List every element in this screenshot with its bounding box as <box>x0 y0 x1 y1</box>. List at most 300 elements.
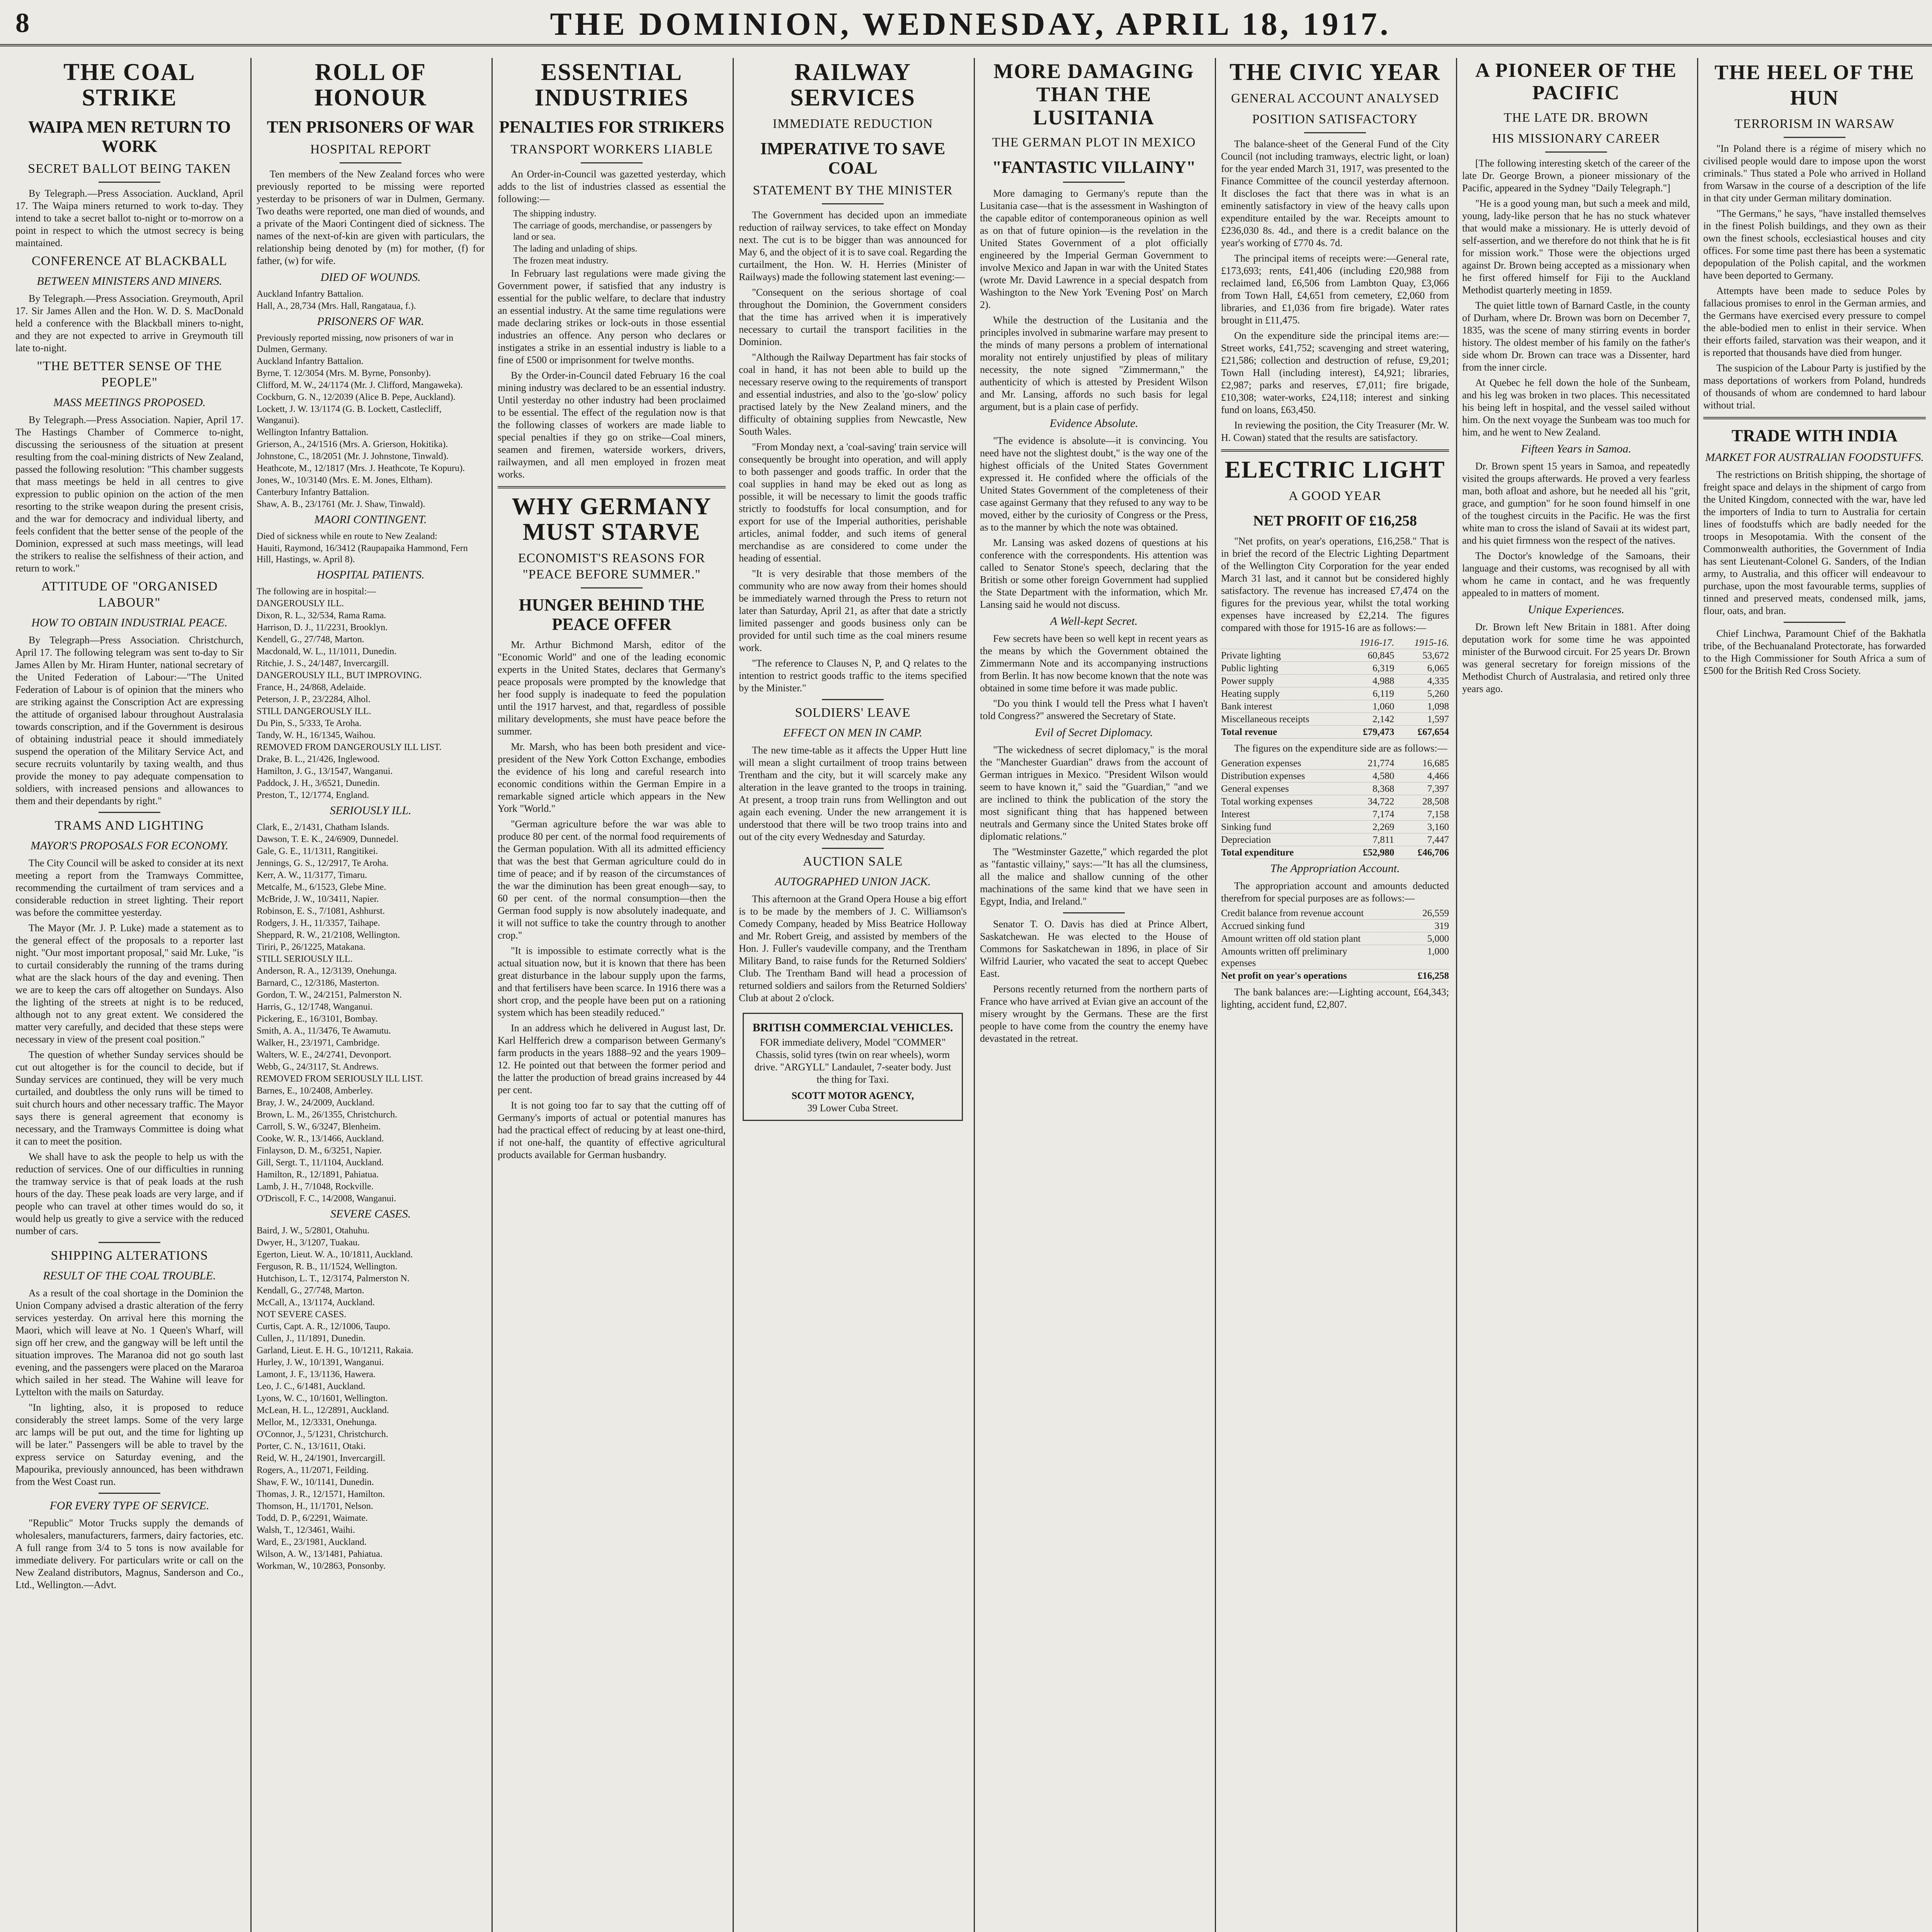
secret-diplomacy-subhead: Evil of Secret Diplomacy. <box>1035 726 1153 739</box>
list-item: Garland, Lieut. E. H. G., 10/1211, Rakaia. <box>257 1345 413 1355</box>
hunger-headline: HUNGER BEHIND THE PEACE OFFER <box>519 595 705 634</box>
essential-industries-subhead: PENALTIES FOR STRIKERS <box>499 117 724 136</box>
roll-of-honour-subhead: TEN PRISONERS OF WAR <box>267 117 474 136</box>
railway-services-subhead: IMMEDIATE REDUCTION <box>772 117 933 131</box>
ad-text: FOR immediate delivery, Model "COMMER" Chassis, solid tyres (twin on rear wheels), worm drive. "ARGYLL" Landaulet, 7-seater body. Just the thing for Taxi. <box>754 1037 951 1085</box>
casualty-list <box>257 531 485 565</box>
table-row <box>1221 908 1449 920</box>
divider <box>99 182 160 183</box>
paragraph: Mr. Lansing was asked dozens of questions at his conference with the correspondents. His attention was called to Senator Stone's speech, declaring that the British or some other foreign Government had supplied the State Department with the information, which Mr. Lansing said he would not discuss. <box>980 537 1208 610</box>
paragraph: By Telegraph.—Press Association. Napier, April 17. The Hastings Chamber of Commerce to-night, discussing the seriousness of the situation at present resulting from the coal-mining districts of New Zealand, passed the following resolution: "This chamber suggests that mass meetings be held in all centres to give expression to public opinion on the action of the men resorting to the strike weapon during the present crisis, and the war for democracy and individual liberty, and feels confident that the better sense of the people of the Dominion, expressed at such mass meetings, will lead the strikers to realise the selfishness of their action, and return to work." <box>15 414 243 574</box>
paragraph: Dr. Brown spent 15 years in Samoa, and repeatedly visited the groups afterwards. He proved a very fearless man, both afloat and ashore, but he needed all his "grit, grace, and gumption" for he soon found himself in one of the toughest circuits in the Pacific. He was the first white man to cross the island of Savaii at its widest part, and his quiet firmness won the respect of the natives. <box>1462 461 1690 546</box>
list-item: Harrison, D. J., 11/2231, Brooklyn. <box>257 622 388 633</box>
revenue-table <box>1221 637 1449 738</box>
table-row <box>1221 933 1449 945</box>
table-cell: 60,845 <box>1367 650 1395 661</box>
ad-heading: BRITISH COMMERCIAL VEHICLES. <box>752 1021 953 1034</box>
evidence-subhead: Evidence Absolute. <box>1049 417 1138 430</box>
republic-ad-heading: FOR EVERY TYPE OF SERVICE. <box>49 1499 209 1512</box>
list-item: DANGEROUSLY ILL, BUT IMPROVING. <box>257 670 422 680</box>
paragraph: The balance-sheet of the General Fund of the City Council (not including tramways, electric light, or loan) for the year ended March 31, 1917, was presented to the Finance Committee of the council yesterday afternoon. It discloses the fact that there was in what is an eminently satisfactory in view of the heavy calls upon expenditure entailed by the war. Receipts amount to £236,030 8s. 4d., and there is a credit balance on the year's working of £770 4s. 7d. <box>1221 138 1449 248</box>
divider <box>498 486 726 488</box>
table-row <box>1221 758 1449 770</box>
divider <box>1545 151 1607 153</box>
table-row <box>1221 650 1449 662</box>
list-item: REMOVED FROM SERIOUSLY ILL LIST. <box>257 1074 423 1084</box>
table-cell: Sinking fund <box>1221 822 1271 832</box>
list-item: Lamb, J. H., 7/1048, Rockville. <box>257 1182 374 1192</box>
paragraph: In reviewing the position, the City Treasurer (Mr. W. H. Cowan) stated that the results are satisfactory. <box>1221 420 1449 443</box>
list-item: Bray, J. W., 24/2009, Auckland. <box>257 1098 375 1108</box>
table-cell: Total expenditure <box>1221 847 1294 858</box>
list-item: Byrne, T. 12/3054 (Mrs. M. Byrne, Ponsonby). <box>257 368 431 378</box>
railway-services-deck: IMPERATIVE TO SAVE COAL <box>760 139 946 177</box>
trade-india-headline: TRADE WITH INDIA <box>1731 426 1898 445</box>
paragraph: In February last regulations were made giving the Government power, if satisfied that any industry is essential for the public welfare, to declare that industry an essential industry. At the same time regulations were made declaring strikes or lock-outs in those essential industries an offence. Any person who declares or instigates a strike in an essential industry is liable to a fine of £500 or imprisonment for twelve months. <box>498 268 726 366</box>
table-cell: 1,060 <box>1372 701 1395 712</box>
divider <box>99 1242 160 1243</box>
list-item: Cullen, J., 11/1891, Dunedin. <box>257 1333 366 1344</box>
table-cell: 7,447 <box>1427 835 1449 845</box>
paragraph: Dr. Brown left New Britain in 1881. After doing deputation work for some time he was appointed minister of the Burwood circuit. For 25 years Dr. Brown was general secretary for foreign missions of the Methodist Church of Australasia, and retired only three years ago. <box>1462 621 1690 694</box>
paragraph: [The following interesting sketch of the career of the late Dr. George Brown, a pioneer missionary of the Pacific, appeared in the Sydney "Daily Telegraph."] <box>1462 158 1690 194</box>
civic-year-subhead: GENERAL ACCOUNT ANALYSED <box>1231 91 1439 105</box>
paragraph: Persons recently returned from the northern parts of France who have arrived at Evian give an account of the misery wrought by the Germans. These are the first people to have come from the country the enemy have devastated in the retreat. <box>980 983 1208 1044</box>
table-row <box>1221 920 1449 932</box>
list-item: Died of sickness while en route to New Zealand: <box>257 531 437 541</box>
seriously-ill-heading: SERIOUSLY ILL. <box>330 804 412 817</box>
paragraph: It is not going too far to say that the cutting off of Germany's imports of actual or potential manures has had the practical effect of reducing by at least one-third, if not one-half, the quantity of effective agricultural products available for German husbandry. <box>498 1100 726 1160</box>
mexico-plot-subhead: THE GERMAN PLOT IN MEXICO <box>992 135 1196 150</box>
heel-of-hun-headline: THE HEEL OF THE HUN <box>1714 61 1915 109</box>
list-item: Metcalfe, M., 6/1523, Glebe Mine. <box>257 882 386 892</box>
list-item: Curtis, Capt. A. R., 12/1006, Taupo. <box>257 1321 390 1332</box>
table-cell: Total working expenses <box>1221 796 1313 807</box>
column-rule <box>974 58 975 1932</box>
list-item: Heathcote, M., 12/1817 (Mrs. J. Heathcote, Te Kopuru). <box>257 463 465 473</box>
page-number: 8 <box>15 7 29 38</box>
paragraph: In an address which he delivered in August last, Dr. Karl Helfferich drew a comparison between Germany's farm products in the years 1888–92 and the years 1909–12. He pointed out that between the former period and the latter the production of bread grains increased by 44 per cent. <box>498 1022 726 1095</box>
died-of-wounds-heading: DIED OF WOUNDS. <box>320 271 421 284</box>
paragraph: Chief Linchwa, Paramount Chief of the Bakhatla tribe, of the Bechuanaland Protectorate, has forwarded to the High Commissioner for South Africa a sum of £500 for the British Red Cross Society. <box>1703 628 1926 676</box>
column-railway-services <box>739 58 967 1932</box>
paragraph: More damaging to Germany's repute than the Lusitania case—that is the assessment in Washington of the capable editor of contemporaneous opinion as well as on that of future opinion—is the revelation in the United States Government of a plot officially engineered by the Imperial German Government to involve Mexico and Japan in war with the United States (wrote Mr. David Lawrence in a special despatch from Washington to the New York 'Evening Post' on March 2). <box>980 188 1208 310</box>
paragraph: This afternoon at the Grand Opera House a big effort is to be made by the members of J. C. Williamson's Comedy Company, headed by Miss Beatrice Holloway and Mr. Robert Greig, and assisted by members of the Hon. J. Fuller's vaudeville company, and the Trentham Military Band, to raise funds for the Returned Soldiers' Club. The Trentham Band will head a procession of returned soldiers and sailors from the Returned Soldiers' Club at about 2 o'clock. <box>739 893 967 1003</box>
paragraph: "It is very desirable that those members of the community who are now away from their homes should be immediately warned through the Press to return not later than Saturday, April 21, as after that date a strictly limited passenger and goods business only can be provided for until such time as the coal miners resume work. <box>739 568 967 653</box>
civic-year-headline: THE CIVIC YEAR <box>1230 59 1440 85</box>
list-item: Egerton, Lieut. W. A., 10/1811, Auckland. <box>257 1250 413 1260</box>
essential-industries-headline: ESSENTIAL INDUSTRIES <box>534 59 689 111</box>
column-rule <box>1215 58 1216 1932</box>
table-row <box>1221 796 1449 808</box>
list-item: Dwyer, H., 3/1207, Tuakau. <box>257 1238 360 1248</box>
paragraph: The quiet little town of Barnard Castle, in the county of Durham, where Dr. Brown was born on December 7, 1835, was the scene of many stirring events in border history. The oldest member of his family on the father's side whom Dr. Brown can trace was a Dissenter, hard from the inner circle. <box>1462 300 1690 373</box>
list-item: Clark, E., 2/1431, Chatham Islands. <box>257 822 389 832</box>
list-item: Anderson, R. A., 12/3139, Onehunga. <box>257 966 397 976</box>
table-cell: Interest <box>1221 809 1250 820</box>
coal-strike-headline: THE COAL STRIKE <box>63 59 196 111</box>
list-item: Hutchison, L. T., 12/3174, Palmerston N. <box>257 1274 410 1284</box>
paragraph: The restrictions on British shipping, the shortage of freight space and delays in the shipment of cargo from the United Kingdom, connected with the war, have led the importers of India to turn to Australia for certain lines of foodstuffs which are badly needed for the troops in Mesopotamia. With the consent of the Commonwealth authorities, the Government of India has sent Lieutenant-Colonel G. Sanders, of the Indian army, to Australia, and this officer will endeavour to purchase, upon the most favourable terms, supplies of tinned and preserved meats, condensed milk, jams, flour, oats, and bran. <box>1703 469 1926 616</box>
table-cell: £46,706 <box>1417 847 1449 858</box>
table-cell: 16,685 <box>1422 758 1449 769</box>
table-cell: 1,098 <box>1427 701 1449 712</box>
paragraph: "Consequent on the serious shortage of coal throughout the Dominion, the Government considers that the time has arrived when it is imperatively necessary to curtail the transport facilities in the Dominion. <box>739 287 967 347</box>
list-item: Johnstone, C., 18/2051 (Mr. J. Johnstone, Tinwald). <box>257 451 449 461</box>
list-item: Tiriri, P., 26/1225, Matakana. <box>257 942 366 952</box>
mass-meetings-subhead: MASS MEETINGS PROPOSED. <box>53 396 206 409</box>
list-item: Pickering, E., 16/3101, Bombay. <box>257 1014 378 1024</box>
table-cell: Accrued sinking fund <box>1221 921 1305 931</box>
list-item: Canterbury Infantry Battalion. <box>257 487 369 497</box>
list-item: Kendell, G., 27/748, Marton. <box>257 634 364 645</box>
list-item: Wellington Infantry Battalion. <box>257 427 369 437</box>
table-row <box>1221 821 1449 833</box>
list-item: Hamilton, J. G., 13/1547, Wanganui. <box>257 766 393 776</box>
list-item: Hamilton, R., 12/1891, Pahiatua. <box>257 1170 379 1180</box>
list-item: Smith, A. A., 11/3476, Te Awamutu. <box>257 1026 391 1036</box>
table-cell: Generation expenses <box>1221 758 1301 769</box>
shipping-subhead: RESULT OF THE COAL TROUBLE. <box>43 1269 216 1282</box>
paragraph: Mr. Arthur Bichmond Marsh, editor of the "Economic World" and one of the leading economic experts in the United States, declares that Germany's peace proposals were prompted by the knowledge that her food supply is inadequate to feed the population until the 1917 harvest, and that, regardless of possible military developments, she must have peace before the summer. <box>498 639 726 737</box>
divider <box>1063 912 1125 913</box>
list-item: Brown, L. M., 26/1355, Christchurch. <box>257 1110 397 1120</box>
list-item: DANGEROUSLY ILL. <box>257 599 344 609</box>
paragraph: "From Monday next, a 'coal-saving' train service will consequently be brought into operation, and will apply to both passenger and goods traffic. In order that the coal supplies in hand may be eked out as long as possible, it will be necessary to limit the goods traffic strictly to foodstuffs for local consumption, and for export for use of the Imperial authorities, perishable articles, animal fodder, and such items of general merchandise as are considered to come under the heading of essential. <box>739 441 967 564</box>
divider <box>1703 417 1926 419</box>
table-cell: Amount written off old station plant <box>1221 934 1361 944</box>
paragraph: We shall have to ask the people to help us with the reduction of services. One of our difficulties in running the tramway service is that of peak loads at the rush hours of the day. These peak loads are very large, and if people who can travel at other times would do so, it would help us greatly to give a service with the reduced number of cars. <box>15 1151 243 1236</box>
auction-subhead: AUTOGRAPHED UNION JACK. <box>775 875 931 888</box>
table-cell: Public lighting <box>1221 663 1278 673</box>
column-rule <box>492 58 493 1932</box>
paragraph: "The wickedness of secret diplomacy," is the moral the "Manchester Guardian" draws from the account of German intrigues in Mexico. "President Wilson would seem to have known it," said the "Guardian," "and we are inclined to think the publication of the story the most significant thing that has happened between neutrals and Germany since the United States broke off diplomatic relations." <box>980 744 1208 842</box>
list-item: Walters, W. E., 24/2741, Devonport. <box>257 1050 391 1060</box>
list-item: Workman, W., 10/2863, Ponsonby. <box>257 1561 386 1571</box>
table-cell: 6,065 <box>1427 663 1449 673</box>
list-item: Clifford, M. W., 24/1174 (Mr. J. Clifford, Mangaweka). <box>257 380 463 390</box>
blackball-subhead: BETWEEN MINISTERS AND MINERS. <box>37 275 222 287</box>
list-item: Harris, G., 12/1748, Wanganui. <box>257 1002 373 1012</box>
better-sense-headline: "THE BETTER SENSE OF THE PEOPLE" <box>37 359 222 389</box>
paragraph: The question of whether Sunday services should be cut out altogether is for the council to decide, but if Sunday services are continued, they will be very much curtailed, and doubtless the only runs will be timed to suit church hours and other necessary traffic. The Mayor says there is general agreement that economy is necessary, and the Tramways Committee is doing what it can to meet the position. <box>15 1049 243 1147</box>
table-cell: 7,158 <box>1427 809 1449 820</box>
table-cell: 7,174 <box>1372 809 1395 820</box>
divider <box>1784 137 1845 138</box>
electric-light-headline: ELECTRIC LIGHT <box>1225 457 1446 483</box>
table-cell: Depreciation <box>1221 835 1271 845</box>
list-item: Rogers, A., 11/2071, Feilding. <box>257 1465 369 1475</box>
list-item: Cooke, W. R., 13/1466, Auckland. <box>257 1134 384 1144</box>
paragraph: As a result of the coal shortage in the Dominion the Union Company advised a drastic alteration of the ferry services yesterday. On arrival here this morning the Maori, which will leave at No. 1 Queen's Wharf, will sign off her crew, and the gangway will be left until the situation improves. The Maranoa did not go south last evening, and the passengers were placed on the Mararoa which sailed in her stead. The Wahine will leave for Lyttelton with the mails on Saturday. <box>15 1287 243 1398</box>
soldiers-leave-headline: SOLDIERS' LEAVE <box>795 706 911 720</box>
divider <box>822 848 884 849</box>
table-cell: Distribution expenses <box>1221 771 1305 781</box>
paragraph: "It is impossible to estimate correctly what is the actual situation now, but it is known that there has been great disturbance in the labour supply upon the farms, and that fertilisers have been scarce. In 1916 there was a short crop, and the people have been put on a rationing system which has been steadily reduced." <box>498 945 726 1018</box>
column-rule <box>250 58 252 1932</box>
table-cell: 1,597 <box>1427 714 1449 724</box>
list-item: McLean, H. L., 12/2891, Auckland. <box>257 1405 389 1415</box>
table-cell: 1916-17. <box>1359 638 1395 648</box>
germany-starve-subhead: ECONOMIST'S REASONS FOR "PEACE BEFORE SUMMER." <box>518 551 706 582</box>
list-item: Gale, G. E., 11/1311, Rangitikei. <box>257 846 378 856</box>
list-item: Walsh, T., 12/3461, Waihi. <box>257 1525 355 1535</box>
list-item: Jennings, G. S., 12/2917, Te Aroha. <box>257 858 389 868</box>
list-item: Cockburn, G. N., 12/2039 (Alice B. Pepe, Auckland). <box>257 392 456 402</box>
organised-labour-headline: ATTITUDE OF "ORGANISED LABOUR" <box>41 579 218 610</box>
table-row <box>1221 770 1449 782</box>
essential-industries-deck: TRANSPORT WORKERS LIABLE <box>510 142 713 156</box>
paragraph: The bank balances are:—Lighting account, £64,343; lighting, accident fund, £2,807. <box>1221 986 1449 1010</box>
trams-headline: TRAMS AND LIGHTING <box>54 818 204 833</box>
divider <box>1304 132 1366 133</box>
list-item: NOT SEVERE CASES. <box>257 1310 347 1320</box>
list-item: The frozen meat industry. <box>513 256 609 266</box>
paragraph: "The reference to Clauses N, P, and Q relates to the intention to restrict goods traffic to the items specified by the Minister." <box>739 658 967 694</box>
paragraph: Ten members of the New Zealand forces who were previously reported to be missing were reported yesterday to be prisoners of war in Dulmen, Germany. Two deaths were reported, one man died of wounds, and a private of the Maori Contingent died of sickness. The names of the next-of-kin are given with particulars, the relationship being denoted by (m) for mother, (f) for father, (w) for wife. <box>257 168 485 266</box>
list-item: Dixon, R. L., 32/534, Rama Rama. <box>257 611 386 621</box>
unique-experiences-subhead: Unique Experiences. <box>1528 603 1624 616</box>
paragraph: Senator T. O. Davis has died at Prince Albert, Saskatchewan. He was elected to the House of Commons for Saskatchewan in 1896, in place of Sir Wilfrid Laurier, who vacated the seat to accept Quebec East. <box>980 918 1208 979</box>
auction-headline: AUCTION SALE <box>803 854 903 869</box>
list-item: McBride, J. W., 10/3411, Napier. <box>257 894 379 904</box>
table-row <box>1221 946 1449 969</box>
table-cell: 5,000 <box>1427 934 1449 944</box>
list-item: Wilson, A. W., 13/1481, Pahiatua. <box>257 1549 383 1559</box>
table-cell: 5,260 <box>1427 689 1449 699</box>
paragraph: On the expenditure side the principal items are:—Street works, £41,752; scavenging and street watering, £21,586; collection and destruction of refuse, £9,201; Town Hall (including interest), £4,921; libraries, £2,987; parks and reserves, £7,011; fire brigade, £10,308; water-works, £24,118; interest and sinking fund on loans, £63,450. <box>1221 330 1449 415</box>
minister-statement-heading: STATEMENT BY THE MINISTER <box>753 183 953 197</box>
column-civic-year <box>1221 58 1449 1932</box>
list-item: Ferguson, R. B., 11/1524, Wellington. <box>257 1262 398 1272</box>
divider <box>99 1493 160 1494</box>
paragraph: The City Council will be asked to consider at its next meeting a report from the Tramways Committee, recommending the curtailment of tram services and a considerable reduction in street lighting. Their report was before the committee yesterday. <box>15 857 243 918</box>
column-pioneer <box>1462 58 1690 1932</box>
table-cell: Power supply <box>1221 676 1274 686</box>
divider <box>822 699 884 700</box>
list-item: France, H., 24/868, Adelaide. <box>257 682 366 692</box>
list-item: Rodgers, J. H., 11/3357, Taihape. <box>257 918 380 928</box>
paragraph: Few secrets have been so well kept in recent years as the means by which the Government obtained the Zimmermann Note and its accompanying instructions from Berlin. It has now become known that the note was obtained in some time before it was made public. <box>980 633 1208 694</box>
paragraph: By Telegraph—Press Association. Christchurch, April 17. The following telegram was sent to-day to Sir James Allen by Mr. Hiram Hunter, national secretary of the United Federation of Labour:—"The United Federation of Labour is of opinion that the miners who are striking against the Conscription Act are expressing the attitude of organised labour throughout Australasia towards conscription, and if the Government is desirous of obtaining industrial peace it should immediately suspend the operation of the Military Service Act, and secure recruits voluntarily by taxing wealth, and thus provide the money to pay adequate compensation to soldiers, with increased pensions and allowances to them and their dependants by right." <box>15 634 243 806</box>
electric-light-subhead: A GOOD YEAR <box>1288 489 1382 503</box>
table-row <box>1221 970 1449 982</box>
warsaw-subhead: TERRORISM IN WARSAW <box>1734 117 1895 131</box>
paragraph: While the destruction of the Lusitania and the principles involved in submarine warfare may present to the minds of many persons a problem of international morality not entirely unjustified by pleas of military necessity, the note signed "Zimmermann," the authenticity of which is attested by President Wilson and Mr. Lansing, affords no such basis for legal argument, but is a plain case of perfidy. <box>980 315 1208 412</box>
divider <box>340 162 401 163</box>
list-item: Drake, B. L., 21/426, Inglewood. <box>257 754 380 764</box>
table-row <box>1221 783 1449 795</box>
severe-cases-heading: SEVERE CASES. <box>330 1208 411 1220</box>
roll-of-honour-deck: HOSPITAL REPORT <box>310 142 431 156</box>
list-item: Tandy, W. H., 16/1345, Waihou. <box>257 730 376 740</box>
table-cell: 4,580 <box>1372 771 1395 781</box>
table-cell: 1,000 <box>1427 946 1449 957</box>
column-coal-strike <box>15 58 243 1932</box>
trade-india-subhead: MARKET FOR AUSTRALIAN FOODSTUFFS. <box>1705 451 1924 464</box>
paragraph: At Quebec he fell down the hole of the Sunbeam, and his leg was broken in two places. This necessitated his being left in hospital, and the vessel sailed without him. On the next voyage the Sunbeam was too much for him, and he went to New Zealand. <box>1462 377 1690 438</box>
mayor-proposals-subhead: MAYOR'S PROPOSALS FOR ECONOMY. <box>31 839 228 852</box>
table-cell: 34,722 <box>1367 796 1395 807</box>
paragraph: An Order-in-Council was gazetted yesterday, which adds to the list of industries classed as essential the following:— <box>498 168 726 204</box>
table-cell: 28,508 <box>1422 796 1449 807</box>
table-cell: Bank interest <box>1221 701 1272 712</box>
divider <box>1784 622 1845 623</box>
civic-year-deck: POSITION SATISFACTORY <box>1252 112 1418 126</box>
list-item: Hauiti, Raymond, 16/3412 (Raupapaika Hammond, Fern Hill, Hastings, w. April 8). <box>257 543 468 565</box>
table-cell: 7,811 <box>1372 835 1394 845</box>
table-row <box>1221 688 1449 700</box>
paragraph: "Although the Railway Department has fair stocks of coal in hand, it has not been able to build up the necessary reserve owing to the requirements of transport and essential industries, and also to the 'go-slow' policy practised lately by the New Zealand miners, and the difficulty of obtaining supplies from Newcastle, New South Wales. <box>739 352 967 437</box>
table-row <box>1221 714 1449 726</box>
commer-advertisement <box>743 1013 963 1121</box>
table-cell: Total revenue <box>1221 727 1277 737</box>
paragraph: The figures on the expenditure side are as follows:— <box>1234 743 1447 754</box>
paragraph: The Doctor's knowledge of the Samoans, their language and their customs, was recognised by all with whom he came in contact, and he was frequently appealed to in matters of moment. <box>1462 550 1690 599</box>
list-item: Reid, W. H., 24/1901, Invercargill. <box>257 1453 385 1463</box>
casualty-list <box>257 822 485 1204</box>
table-cell: 4,988 <box>1372 676 1395 686</box>
table-row <box>1221 701 1449 713</box>
expenditure-table <box>1221 758 1449 859</box>
list-item: Carroll, S. W., 6/3247, Blenheim. <box>257 1122 381 1132</box>
table-cell: 26,559 <box>1422 908 1449 918</box>
list-item: Webb, G., 24/3117, St. Andrews. <box>257 1062 379 1072</box>
column-rule <box>733 58 734 1932</box>
paragraph: The suspicion of the Labour Party is justified by the mass deportations of workers from Poland, hundreds of thousands of whom are condemned to hard labour without trial. <box>1703 362 1926 411</box>
divider <box>1063 182 1125 183</box>
soldiers-leave-subhead: EFFECT ON MEN IN CAMP. <box>783 726 922 739</box>
list-item: Ritchie, J. S., 24/1487, Invercargill. <box>257 658 389 668</box>
table-row <box>1221 726 1449 738</box>
ad-address: 39 Lower Cuba Street. <box>807 1102 898 1114</box>
paragraph: "In Poland there is a régime of misery which no civilised people would dare to impose upon the worst criminals." Thus stated a Pole who arrived in Holland from Warsaw in the course of a description of the life in that city under German military domination. <box>1703 143 1926 204</box>
table-cell: 1915-16. <box>1414 638 1449 648</box>
list-item: Thomas, J. R., 12/1571, Hamilton. <box>257 1489 385 1499</box>
list-item: Paddock, J. H., 3/6521, Dunedin. <box>257 778 380 788</box>
table-cell: 6,119 <box>1372 689 1394 699</box>
lusitania-headline: MORE DAMAGING THAN THE LUSITANIA <box>993 60 1194 129</box>
list-item: STILL SERIOUSLY ILL. <box>257 954 353 964</box>
newspaper-title: THE DOMINION, WEDNESDAY, APRIL 18, 1917. <box>550 6 1391 42</box>
list-item: Hall, A., 28,734 (Mrs. Hall, Rangataua, f.). <box>257 301 416 311</box>
table-cell: 2,142 <box>1372 714 1395 724</box>
dr-brown-subhead: THE LATE DR. BROWN <box>1503 111 1649 125</box>
maori-contingent-heading: MAORI CONTINGENT. <box>314 513 427 526</box>
roll-of-honour-headline: ROLL OF HONOUR <box>314 59 427 111</box>
paragraph: "The Germans," he says, "have installed themselves in the finest Polish buildings, and they own as their own the finest schools, ecclesiastical houses and city offices. For some time past there has been a systematic depopulation of the Polish capital, and the workmen have been deported to Germany. <box>1703 208 1926 281</box>
table-cell <box>1221 637 1340 649</box>
list-item: Lamont, J. F., 13/1136, Hawera. <box>257 1369 376 1379</box>
missionary-career-deck: HIS MISSIONARY CAREER <box>1492 131 1660 146</box>
list-item: Gill, Sergt. T., 11/1104, Auckland. <box>257 1158 384 1168</box>
list-item: Shaw, F. W., 10/1141, Dunedin. <box>257 1477 374 1487</box>
list-item: Dawson, T. E. K., 24/6909, Dunnedel. <box>257 834 399 844</box>
table-row <box>1221 663 1449 675</box>
table-cell: Credit balance from revenue account <box>1221 908 1364 918</box>
list-item: Porter, C. N., 13/1611, Otaki. <box>257 1441 366 1451</box>
blackball-headline: CONFERENCE AT BLACKBALL <box>32 254 227 268</box>
list-item: Baird, J. W., 5/2801, Otahuhu. <box>257 1226 369 1236</box>
list-item: Robinson, E. S., 7/1081, Ashhurst. <box>257 906 385 916</box>
advertisement-text: "Republic" Motor Trucks supply the demands of wholesalers, manufacturers, farmers, dairy factories, etc. A full range from 3/4 to 5 tons is now available for immediate delivery. For particulars write or call on the New Zealand distributors, Magnus, Sanderson and Co., Ltd., Wellington.—Advt. <box>15 1517 243 1590</box>
table-cell: 3,160 <box>1427 822 1449 832</box>
list-item: Todd, D. P., 6/2291, Waimate. <box>257 1513 368 1523</box>
hospital-patients-heading: HOSPITAL PATIENTS. <box>316 568 425 581</box>
appropriation-subhead: The Appropriation Account. <box>1270 862 1400 875</box>
industries-list <box>498 208 726 267</box>
list-item: Macdonald, W. L., 11/1011, Dunedin. <box>257 646 397 656</box>
list-item: O'Driscoll, F. C., 14/2008, Wanganui. <box>257 1194 396 1204</box>
article-body <box>15 187 243 249</box>
table-row <box>1221 675 1449 687</box>
list-item: Barnes, E., 10/2408, Amberley. <box>257 1086 373 1096</box>
samoa-subhead: Fifteen Years in Samoa. <box>1521 442 1631 455</box>
paragraph: By Telegraph.—Press Association. Auckland, April 17. The Waipa miners returned to work to-day. They intend to take a secret ballot to-night or to-morrow on a point in respect to which the utmost secrecy is being maintained. <box>15 188 243 248</box>
casualty-list <box>257 586 485 801</box>
column-lusitania <box>980 58 1208 1932</box>
list-item: Barnard, C., 12/3186, Masterton. <box>257 978 379 988</box>
list-item: The carriage of goods, merchandise, or passengers by land or sea. <box>513 221 713 242</box>
list-item: Preston, T., 12/1774, England. <box>257 790 369 800</box>
table-cell: 6,319 <box>1372 663 1395 673</box>
list-item: Hurley, J. W., 10/1391, Wanganui. <box>257 1357 384 1367</box>
paragraph: The principal items of receipts were:—General rate, £173,693; rents, £41,406 (including £20,988 from reclaimed land, £6,506 from Lambton Quay, £3,066 from Town Hall, £4,651 from cemetery, £2,060 from libraries, and £1,036 from fire brigade). Water rates brought in £11,475. <box>1221 253 1449 326</box>
list-item: The shipping industry. <box>513 209 597 219</box>
list-item: McCall, A., 13/1174, Auckland. <box>257 1298 375 1308</box>
divider <box>581 162 643 163</box>
list-item: Leo, J. C., 6/1481, Auckland. <box>257 1381 366 1391</box>
paragraph: "The evidence is absolute—it is convincing. You need have not the slightest doubt," is the way one of the highest officials of the United States Government expressed it. He confided where the officials of the United States Government of the completeness of their case against Germany that they refused to any way to be moved, either by the curiosity of Congress or the Press, as to the manner by which the note was obtained. <box>980 435 1208 533</box>
paragraph: "Do you think I would tell the Press what I haven't told Congress?" answered the Secretary of State. <box>980 698 1208 721</box>
paragraph: "Net profits, on year's operations, £16,258." That is in brief the record of the Electric Lighting Department of the Wellington City Corporation for the year ended March 31 last, and it cannot but be considered highly satisfactory. The revenue has increased £7,474 on the figures for the previous year, whilst the total working expenses have increased by £2,214. The figures compared with those for 1915-16 are as follows:— <box>1221 536 1449 633</box>
paragraph: The "Westminster Gazette," which regarded the plot as "fantastic villainy," says:—"It has all the clumsiness, all the malice and shallow cunning of the other machinations of the same kind that we have seen in Egypt, India, and Ireland." <box>980 846 1208 907</box>
paragraph: By the Order-in-Council dated February 16 the coal mining industry was declared to be an essential industry. Until yesterday no other industry had been proclaimed to be essential. The effect of the regulation now is that the following classes of workers are made liable to special penalties if they go on strike—Coal miners, seamen and firemen, waterside workers, drivers, railwaymen, and all men employed in frozen meat works. <box>498 370 726 480</box>
ad-firm: SCOTT MOTOR AGENCY, <box>791 1090 914 1101</box>
industrial-peace-subhead: HOW TO OBTAIN INDUSTRIAL PEACE. <box>31 616 228 629</box>
paragraph: The Mayor (Mr. J. P. Luke) made a statement as to the general effect of the proposals to a reporter last night. "Our most important proposal," said Mr. Luke, "is to curtail considerably the running of the trams during what are the slack hours of the day and evening. Then we are to keep the cars off altogether on Sundays. Also the lighting of the streets at night is to be reduced, although not to any great extent. We considered the matter very carefully, and decided that these steps were necessary in view of the present coal position." <box>15 922 243 1045</box>
column-roll-of-honour <box>257 58 485 1932</box>
table-cell: £67,654 <box>1417 727 1449 737</box>
divider <box>99 812 160 813</box>
list-item: Auckland Infantry Battalion. <box>257 356 364 366</box>
pioneer-headline: A PIONEER OF THE PACIFIC <box>1475 60 1677 104</box>
paragraph: "In lighting, also, it is proposed to reduce considerably the street lamps. Some of the very large arc lamps will be put out, and the time for lighting up will be later." Passengers will be able to travel by the express service on Saturday evening, and the Mapourika, previously announced, has been withdrawn from the West Coast run. <box>15 1402 243 1487</box>
table-cell: Net profit on year's operations <box>1221 971 1347 981</box>
divider <box>581 587 643 588</box>
list-item: Previously reported missing, now prisoners of war in Dulmen, Germany. <box>257 333 454 354</box>
table-cell: Amounts written off preliminary expenses <box>1221 946 1347 968</box>
list-item: Kendall, G., 27/748, Marton. <box>257 1286 364 1296</box>
casualty-list <box>257 289 485 312</box>
table-row <box>1221 809 1449 821</box>
newspaper-columns <box>15 58 1926 1932</box>
paragraph: By Telegraph.—Press Association. Greymouth, April 17. Sir James Allen and the Hon. W. D. S. MacDonald held a conference with the Blackball miners to-night, and they are not expected to arrive in Greymouth till late to-night. <box>15 293 243 354</box>
table-cell: 2,269 <box>1372 822 1395 832</box>
list-item: Jones, W., 10/3140 (Mrs. E. M. Jones, Eltham). <box>257 475 433 485</box>
casualty-list <box>257 1225 485 1572</box>
table-cell: General expenses <box>1221 784 1289 794</box>
casualty-list <box>257 333 485 510</box>
list-item: Finlayson, D. M., 6/3251, Napier. <box>257 1146 382 1156</box>
table-cell: 4,466 <box>1427 771 1449 781</box>
table-cell: 53,672 <box>1422 650 1449 661</box>
paragraph: Mr. Marsh, who has been both president and vice-president of the New York Cotton Exchange, embodies the evidence of his long and careful research into economic conditions within the German Empire in a remarkable signed article which appears in the New York "World." <box>498 741 726 814</box>
fantastic-villainy-deck: "FANTASTIC VILLAINY" <box>992 158 1196 177</box>
column-essential-industries <box>498 58 726 1932</box>
column-rule <box>1697 58 1698 1932</box>
list-item: Sheppard, R. W., 21/2108, Wellington. <box>257 930 400 940</box>
